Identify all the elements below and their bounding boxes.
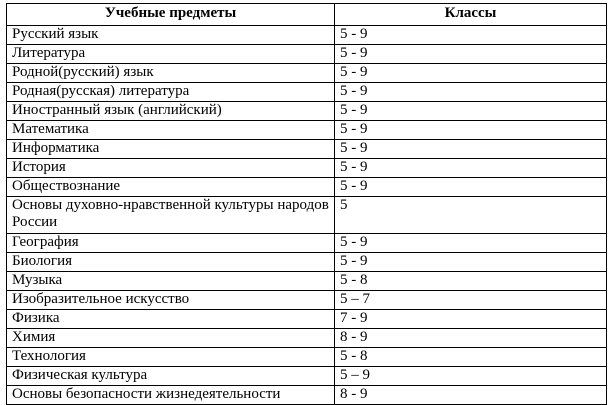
subject-cell: Физика: [7, 310, 335, 329]
subject-cell: Иностранный язык (английский): [7, 102, 335, 121]
subject-cell: Основы духовно-нравственной культуры народов России: [7, 197, 335, 234]
grades-cell: 5 - 9: [335, 45, 607, 64]
subject-cell: Литература: [7, 45, 335, 64]
table-row: [7, 253, 607, 272]
grades-cell: 5 - 9: [335, 121, 607, 140]
table-row: [7, 102, 607, 121]
subject-cell: История: [7, 159, 335, 178]
table-body: [7, 26, 607, 405]
table-row: [7, 64, 607, 83]
table-row: [7, 140, 607, 159]
table-row: [7, 45, 607, 64]
subject-cell: Основы безопасности жизнедеятельности: [7, 386, 335, 405]
grades-cell: 5 - 8: [335, 348, 607, 367]
grades-cell: 5 – 9: [335, 367, 607, 386]
subject-cell: Музыка: [7, 272, 335, 291]
table-row: [7, 26, 607, 45]
grades-cell: 5 - 9: [335, 102, 607, 121]
subject-cell: Технология: [7, 348, 335, 367]
grades-cell: 5 – 7: [335, 291, 607, 310]
grades-cell: 5 - 9: [335, 26, 607, 45]
grades-cell: 7 - 9: [335, 310, 607, 329]
grades-cell: 5 - 8: [335, 272, 607, 291]
subject-cell: Информатика: [7, 140, 335, 159]
grades-cell: 5 - 9: [335, 253, 607, 272]
table-row: [7, 272, 607, 291]
grades-cell: 5 - 9: [335, 140, 607, 159]
subject-cell: Обществознание: [7, 178, 335, 197]
grades-cell: 8 - 9: [335, 386, 607, 405]
subject-cell: География: [7, 234, 335, 253]
table-row: [7, 178, 607, 197]
table-row: [7, 121, 607, 140]
table-row: [7, 291, 607, 310]
subject-cell: Русский язык: [7, 26, 335, 45]
grades-cell: 5: [335, 197, 607, 234]
subject-cell: Математика: [7, 121, 335, 140]
subject-cell: Биология: [7, 253, 335, 272]
subject-cell: Химия: [7, 329, 335, 348]
header-row: [7, 4, 607, 26]
table-row: [7, 234, 607, 253]
table-row: [7, 367, 607, 386]
table-row: [7, 159, 607, 178]
table-row: [7, 83, 607, 102]
grades-cell: 5 - 9: [335, 178, 607, 197]
table-row: [7, 329, 607, 348]
table-row: [7, 386, 607, 405]
grades-cell: 5 - 9: [335, 83, 607, 102]
table-row: [7, 348, 607, 367]
subject-cell: Родная(русская) литература: [7, 83, 335, 102]
table-row: [7, 197, 607, 234]
subject-cell: Физическая культура: [7, 367, 335, 386]
subject-cell: Родной(русский) язык: [7, 64, 335, 83]
header-subjects: Учебные предметы: [7, 4, 335, 26]
subjects-table: [6, 3, 607, 405]
grades-cell: 5 - 9: [335, 159, 607, 178]
grades-cell: 5 - 9: [335, 64, 607, 83]
header-grades: Классы: [335, 4, 607, 26]
grades-cell: 5 - 9: [335, 234, 607, 253]
table-row: [7, 310, 607, 329]
grades-cell: 8 - 9: [335, 329, 607, 348]
subject-cell: Изобразительное искусство: [7, 291, 335, 310]
